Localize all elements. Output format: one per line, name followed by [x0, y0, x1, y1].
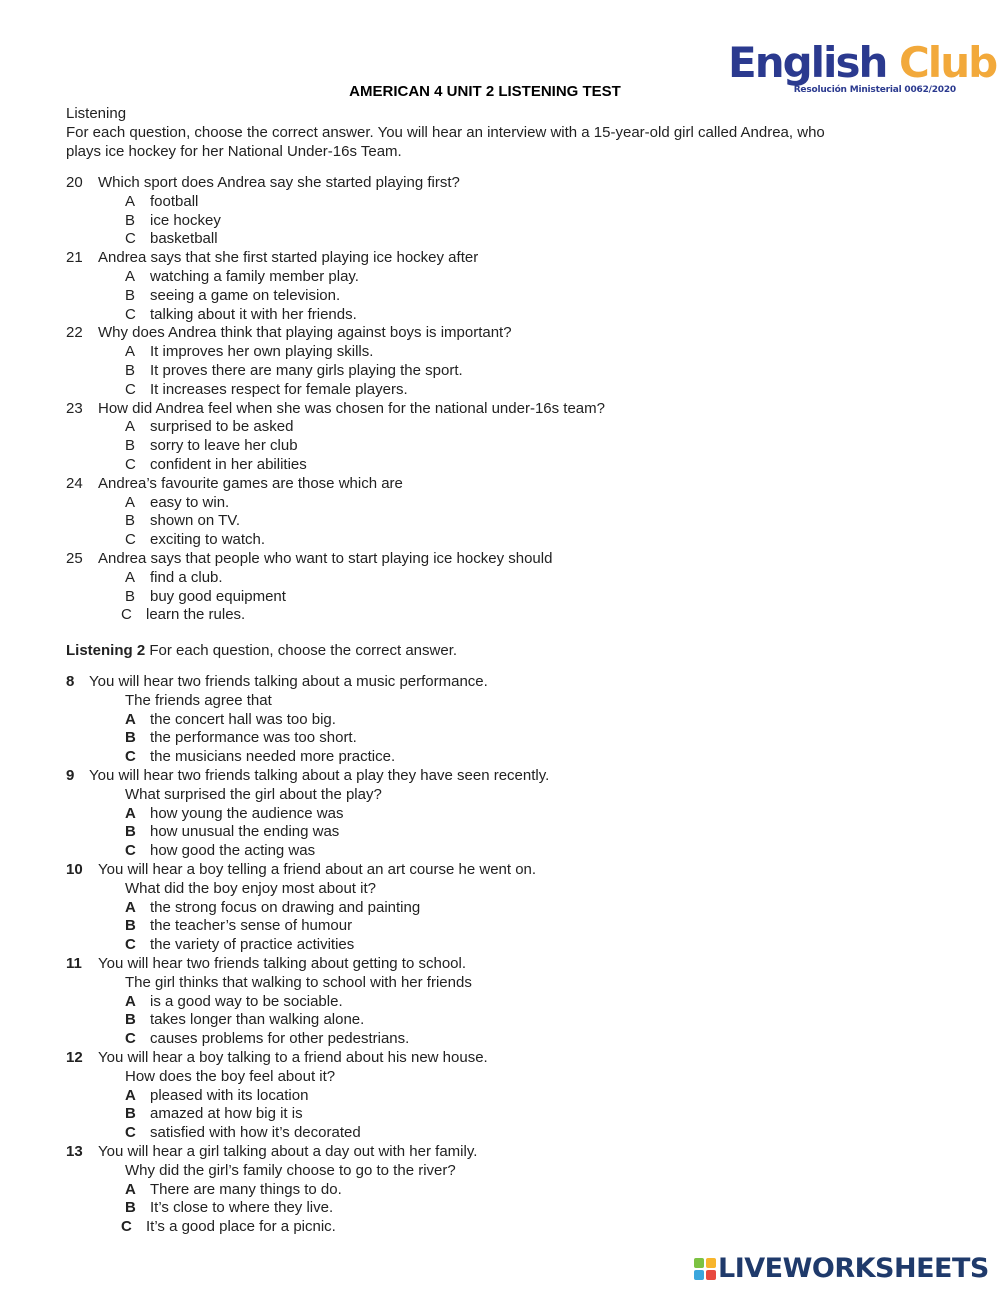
question-stem: How does the boy feel about it?	[125, 1067, 336, 1085]
option-text: football	[150, 192, 199, 210]
question-number: 25	[66, 550, 83, 567]
option-letter: C	[125, 230, 136, 248]
option-letter: C	[125, 1030, 136, 1048]
option-letter: A	[125, 1180, 136, 1198]
option-letter: A	[125, 418, 136, 436]
option-a	[125, 710, 336, 729]
option-text: easy to win.	[150, 493, 230, 511]
option-b	[125, 286, 340, 305]
option-letter: A	[125, 804, 136, 822]
option-text: watching a family member play.	[150, 268, 359, 285]
intro-heading: Listening	[66, 105, 127, 122]
question-11	[66, 954, 466, 973]
option-text: It improves her own playing skills.	[150, 343, 374, 361]
question-stem: What did the boy enjoy most about it?	[125, 879, 376, 897]
option-text: find a club.	[150, 568, 223, 586]
question-number: 24	[66, 474, 83, 492]
option-text: exciting to watch.	[150, 531, 266, 549]
option-a	[125, 342, 373, 361]
option-letter: C	[125, 380, 136, 398]
question-number: 11	[66, 955, 82, 972]
option-b	[125, 211, 221, 230]
option-a	[125, 992, 343, 1011]
option-text: It’s a good place for a picnic.	[146, 1218, 336, 1236]
question-22	[66, 323, 512, 342]
option-letter: A	[125, 493, 136, 511]
question-text: You will hear a girl talking about a day out with her family.	[98, 1143, 478, 1160]
question-number: 8	[66, 673, 75, 690]
option-letter: B	[125, 587, 136, 605]
option-letter: B	[125, 286, 136, 304]
option-letter: C	[121, 1218, 132, 1236]
option-letter: C	[125, 456, 136, 473]
option-a	[125, 192, 198, 211]
option-text: the teacher’s sense of humour	[150, 917, 353, 935]
question-text: Which sport does Andrea say she started playing first?	[98, 174, 460, 191]
question-text: Andrea says that people who want to start playing ice hockey should	[98, 550, 553, 567]
question-12	[66, 1048, 488, 1067]
question-stem: The girl thinks that walking to school with her friends	[125, 973, 472, 991]
question-stem: The friends agree that	[125, 691, 272, 709]
option-a	[125, 417, 293, 436]
question-number: 12	[66, 1049, 83, 1066]
question-text: You will hear two friends talking about a play they have seen recently.	[89, 767, 550, 784]
question-text: You will hear two friends talking about getting to school.	[98, 955, 467, 972]
option-text: basketball	[150, 230, 218, 248]
option-text: the performance was too short.	[150, 729, 357, 747]
option-c	[125, 229, 218, 248]
option-c	[125, 530, 265, 549]
option-letter: C	[125, 936, 136, 954]
option-letter: A	[125, 343, 136, 361]
option-letter: B	[125, 437, 136, 455]
intro-line-1: For each question, choose the correct answer. You will hear an interview with a 15-year-old girl called Andrea, who	[66, 124, 825, 141]
option-b	[125, 1010, 364, 1029]
option-c	[121, 605, 245, 624]
option-c	[125, 455, 307, 474]
option-letter: B	[125, 1011, 136, 1029]
question-text: How did Andrea feel when she was chosen for the national under-16s team?	[98, 399, 605, 417]
question-text: You will hear a boy telling a friend about an art course he went on.	[98, 861, 537, 878]
question-text: Why does Andrea think that playing against boys is important?	[98, 324, 512, 342]
option-text: There are many things to do.	[150, 1180, 342, 1198]
logo-wordmark: English Club	[728, 38, 997, 87]
option-text: confident in her abilities	[150, 456, 307, 473]
question-number: 13	[66, 1143, 83, 1160]
option-text: sorry to leave her club	[150, 437, 298, 455]
option-text: ice hockey	[150, 211, 221, 229]
option-c	[125, 1123, 361, 1142]
option-text: learn the rules.	[146, 606, 246, 624]
question-text: You will hear two friends talking about a music performance.	[89, 673, 488, 690]
question-20	[66, 173, 460, 192]
option-text: the variety of practice activities	[150, 936, 355, 954]
option-text: how good the acting was	[150, 842, 316, 860]
option-letter: A	[125, 710, 136, 728]
option-c	[125, 935, 354, 954]
question-25	[66, 549, 552, 568]
option-letter: A	[125, 268, 136, 285]
option-a	[125, 267, 359, 286]
question-stem: What surprised the girl about the play?	[125, 785, 382, 803]
option-a	[125, 568, 223, 587]
option-letter: C	[125, 842, 136, 860]
option-text: is a good way to be sociable.	[150, 992, 343, 1010]
option-letter: A	[125, 898, 136, 916]
option-letter: C	[125, 305, 136, 323]
option-text: It increases respect for female players.	[150, 380, 408, 398]
option-b	[125, 361, 463, 380]
option-letter: A	[125, 568, 136, 586]
option-b	[125, 436, 298, 455]
option-letter: C	[125, 1124, 136, 1142]
option-c	[121, 1217, 336, 1236]
question-number: 22	[66, 324, 83, 342]
option-text: It’s close to where they live.	[150, 1199, 334, 1217]
question-text: You will hear a boy talking to a friend about his new house.	[98, 1049, 488, 1066]
option-letter: B	[125, 917, 136, 935]
option-letter: C	[125, 531, 136, 549]
option-b	[125, 1198, 333, 1217]
option-b	[125, 916, 352, 935]
question-21	[66, 248, 478, 267]
option-letter: B	[125, 1105, 136, 1123]
option-c	[125, 380, 408, 399]
question-number: 23	[66, 399, 83, 417]
liveworksheets-icon	[694, 1258, 716, 1280]
option-text: It proves there are many girls playing the sport.	[150, 362, 463, 379]
logo-subtitle: Resolución Ministerial 0062/2020	[793, 85, 956, 95]
option-text: the musicians needed more practice.	[150, 748, 396, 766]
option-text: shown on TV.	[150, 512, 241, 530]
liveworksheets-brand: LIVEWORKSHEETS	[718, 1253, 989, 1284]
question-24	[66, 474, 403, 493]
option-letter: B	[125, 823, 136, 841]
question-number: 10	[66, 861, 83, 878]
option-letter: B	[125, 729, 136, 747]
option-a	[125, 1180, 342, 1199]
option-letter: A	[125, 992, 136, 1010]
intro-line-2: plays ice hockey for her National Under-16s Team.	[66, 143, 402, 160]
option-b	[125, 511, 240, 530]
option-letter: B	[125, 362, 136, 379]
option-letter: B	[125, 1199, 136, 1217]
option-b	[125, 587, 286, 606]
option-text: pleased with its location	[150, 1086, 309, 1104]
option-text: buy good equipment	[150, 587, 286, 605]
option-text: satisfied with how it’s decorated	[150, 1124, 361, 1142]
option-text: talking about it with her friends.	[150, 305, 357, 323]
question-number: 21	[66, 249, 83, 267]
option-c	[125, 841, 315, 860]
option-b	[125, 822, 339, 841]
question-stem: Why did the girl’s family choose to go to the river?	[125, 1161, 456, 1179]
option-text: how unusual the ending was	[150, 823, 340, 841]
option-a	[125, 898, 420, 917]
option-a	[125, 1086, 308, 1105]
option-a	[125, 804, 343, 823]
question-number: 9	[66, 767, 75, 784]
option-text: how young the audience was	[150, 804, 344, 822]
question-text: Andrea says that she first started playing ice hockey after	[98, 249, 479, 267]
option-text: the concert hall was too big.	[150, 710, 336, 728]
option-text: surprised to be asked	[150, 418, 294, 436]
option-a	[125, 493, 229, 512]
option-text: seeing a game on television.	[150, 286, 341, 304]
question-23	[66, 399, 605, 418]
page-title: AMERICAN 4 UNIT 2 LISTENING TEST	[349, 83, 621, 100]
option-c	[125, 747, 395, 766]
option-letter: C	[121, 606, 132, 624]
question-text: Andrea’s favourite games are those which are	[98, 474, 403, 492]
option-letter: B	[125, 512, 136, 530]
part2-heading: Listening 2 For each question, choose the correct answer.	[66, 642, 458, 659]
question-number: 20	[66, 174, 83, 191]
option-letter: A	[125, 1086, 136, 1104]
question-10	[66, 860, 536, 879]
option-letter: C	[125, 748, 136, 766]
option-b	[125, 1104, 303, 1123]
option-text: takes longer than walking alone.	[150, 1011, 365, 1029]
option-b	[125, 728, 357, 747]
question-13	[66, 1142, 477, 1161]
question-9	[66, 766, 549, 785]
option-c	[125, 1029, 409, 1048]
option-text: causes problems for other pedestrians.	[150, 1030, 410, 1048]
option-letter: B	[125, 211, 136, 229]
option-text: the strong focus on drawing and painting	[150, 898, 421, 916]
option-c	[125, 305, 357, 324]
question-8	[66, 672, 488, 691]
option-text: amazed at how big it is	[150, 1105, 303, 1123]
option-letter: A	[125, 192, 136, 210]
